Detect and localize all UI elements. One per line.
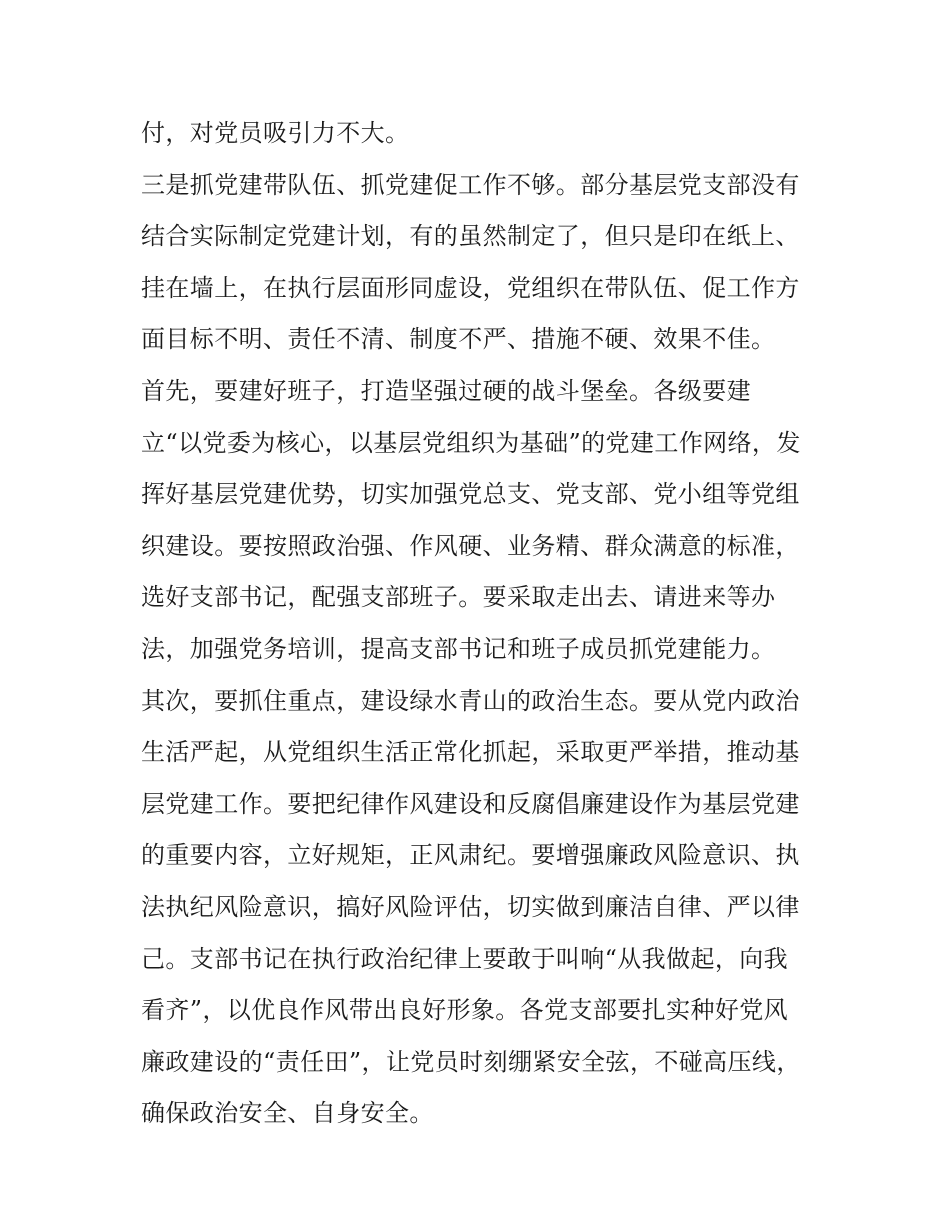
text-line: 廉政建设的“责任田”，让党员时刻绷紧安全弦，不碰高压线， (141, 1047, 801, 1076)
text-line: 立“以党委为核心，以基层党组织为基础”的党建工作网络，发 (141, 428, 801, 457)
text-line: 确保政治安全、自身安全。 (141, 1099, 434, 1128)
text-line: 付，对党员吸引力不大。 (141, 119, 410, 147)
text-line: 己。支部书记在执行政治纪律上要敢于叫响“从我做起，向我 (141, 944, 789, 973)
text-line: 面目标不明、责任不清、制度不严、措施不硬、效果不佳。 (141, 325, 776, 354)
text-line: 看齐”，以优良作风带出良好形象。各党支部要扎实种好党风 (141, 996, 789, 1025)
text-line: 织建设。要按照政治强、作风硬、业务精、群众满意的标准， (141, 531, 800, 560)
text-line: 法，加强党务培训，提高支部书记和班子成员抓党建能力。 (141, 634, 776, 663)
text-line: 的重要内容，立好规矩，正风肃纪。要增强廉政风险意识、执 (141, 841, 800, 870)
text-line: 挥好基层党建优势，切实加强党总支、党支部、党小组等党组 (141, 480, 800, 509)
text-line: 其次，要抓住重点，建设绿水青山的政治生态。要从党内政治 (141, 686, 800, 715)
text-line: 法执纪风险意识，搞好风险评估，切实做到廉洁自律、严以律 (141, 892, 800, 921)
text-line: 生活严起，从党组织生活正常化抓起，采取更严举措，推动基 (141, 738, 800, 767)
text-line: 首先，要建好班子，打造坚强过硬的战斗堡垒。各级要建 (141, 376, 751, 405)
text-line: 挂在墙上，在执行层面形同虚设，党组织在带队伍、促工作方 (141, 273, 800, 302)
text-line: 层党建工作。要把纪律作风建设和反腐倡廉建设作为基层党建 (141, 789, 800, 818)
text-line: 选好支部书记，配强支部班子。要采取走出去、请进来等办 (141, 583, 776, 612)
text-line: 三是抓党建带队伍、抓党建促工作不够。部分基层党支部没有 (141, 170, 800, 199)
text-line: 结合实际制定党建计划，有的虽然制定了，但只是印在纸上、 (141, 222, 800, 251)
body-text (141, 108, 821, 1140)
